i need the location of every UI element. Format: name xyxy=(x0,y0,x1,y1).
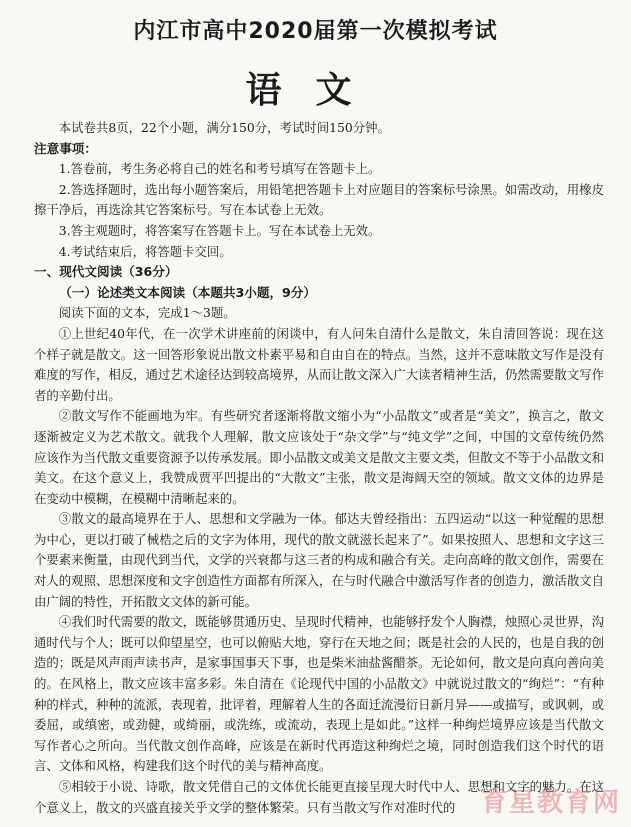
subject-title: 语文 xyxy=(245,70,386,111)
exam-intro: 本试卷共8页，22个小题，满分150分，考试时间150分钟。 xyxy=(58,120,390,135)
watermark-logo: 育星教育网 xyxy=(480,788,621,818)
reading-instruction: 阅读下面的文本，完成1～3题。 xyxy=(58,305,236,321)
exam-title: 内江市高中2020届第一次模拟考试 xyxy=(133,19,498,44)
passage-paragraph: ①上世纪40年代，在一次学术讲座前的闲谈中，有人问朱自清什么是散文，朱自清回答说：现在这个样子就是散文。这一回答形象说出散文朴素平易和自由自在的特点。当然，这并不意味散文写作是没有难度的写作，相反，通过艺术途径达到较高境界，从而让散文深入广大读者精神生活，仍然需要散文写作者的辛勤付出。 xyxy=(34,325,604,403)
subsection-title: （一）论述类文本阅读（本题共3小题，9分） xyxy=(59,284,316,300)
section-title: 一、现代文阅读（36分） xyxy=(34,264,178,280)
notice-item: 4.考试结束后，将答题卡交回。 xyxy=(58,243,232,259)
passage-paragraph: ⑤相较于小说、诗歌，散文凭借自己的文体优长能更直接呈现大时代中人、思想和文字的魅力。在这个意义上，散文的兴盛直接关乎文学的整体繁荣。只有当散文写作对准时代的 xyxy=(34,779,604,815)
passage-paragraph: ③散文的最高境界在于人、思想和文学融为一体。郁达夫曾经指出：五四运动“以这一种觉醒的思想为中心，更以打破了械梏之后的文字为体用，现代的散文就滋长起来了”。如果按照人、思想和文字这三个要素来衡量，由现代到当代，文学的兴衰都与这三者的构成和融合有关。走向高峰的散文创作，需要在对人的观照、思想深度和文字创造性方面都有所深入，在与时代融合中激活写作者的创造力，激活散文自由广阔的特性，开拓散文文体的新可能。 xyxy=(34,511,604,609)
passage-paragraph: ④我们时代需要的散文，既能够贯通历史、呈现时代精神，也能够抒发个人胸襟，烛照心灵世界，沟通时代与个人；既可以仰望星空，也可以俯贴大地，穿行在天地之间；既是社会的人民的，也是自我的创造的；既是风声雨声读书声，是家事国事天下事，也是柴米油盐酱醋茶。无论如何，散文是向真向善向美的。在风格上，散文应该丰富多彩。朱自清在《论现代中国的小品散文》中就说过散文的“绚烂”：“有种种的样式，种种的流派，表现着，批评着，理解着人生的各面迁流漫衍日新月异——或描写，或讽刺，或委屈，或缜密，或劲健，或绮丽，或洗练，或流动，表现上是如此。”这样一种绚烂境界应该是当代散文写作者心之所向。当代散文创作高峰，应该是在新时代再造这种绚烂之境，同时创造我们这个时代的语言、文体和风格，构建我们这个时代的美与精神高度。 xyxy=(34,614,604,774)
notice-item: 1.答卷前，考生务必将自己的姓名和考号填写在答题卡上。 xyxy=(58,161,381,177)
notice-item: 2.答选择题时，选出每小题答案后，用铅笔把答题卡上对应题目的答案标号涂黑。如需改动，用橡皮擦干净后，再选涂其它答案标号。写在本试卷上无效。 xyxy=(34,181,604,218)
passage-paragraph: ②散文写作不能画地为牢。有些研究者逐渐将散文缩小为“小品散文”或者是“美文”，换言之，散文逐渐被定义为艺术散文。就我个人理解，散文应该处于“杂文学”与“纯文学”之间，中国的文章传统仍然应该作为当代散文重要资源予以传承发展。即小品散文或美文是散文主要文类，但散文不等于小品散文和美文。在这个意义上，我赞成贾平凹提出的“大散文”主张，散文是海阔天空的领域。散文文体的边界是在变动中模糊，在模糊中清晰起来的。 xyxy=(34,408,604,506)
notice-item: 3.答主观题时，将答案写在答题卡上。写在本试卷上无效。 xyxy=(58,222,381,238)
exam-body xyxy=(34,118,604,818)
notice-title: 注意事项： xyxy=(34,140,97,156)
